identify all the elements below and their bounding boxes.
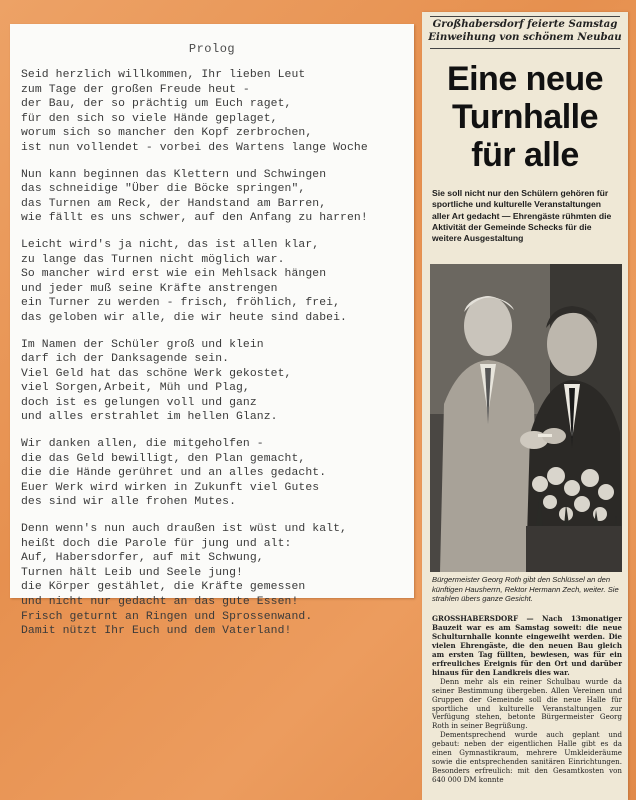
poem-line: das geloben wir alle, die wir heute sind dabei. xyxy=(21,311,347,324)
poem-line: Viel Geld hat das schöne Werk gekostet, xyxy=(21,367,292,380)
poem-line: Euer Werk wird wirken in Zukunft viel Gutes xyxy=(21,481,320,494)
poem-title: Prolog xyxy=(188,42,236,56)
photo-illustration xyxy=(430,264,622,572)
poem-line: viel Sorgen,Arbeit, Müh und Plag, xyxy=(21,382,250,395)
poem-stanzas xyxy=(21,68,421,651)
poem-line: Im Namen der Schüler groß und klein xyxy=(21,338,264,351)
body-lead-paragraph: GROSSHABERSDORF — Nach 13monatiger Bauzeit war es am Samstag soweit: die neue Schulturnhalle konnte eingeweiht werden. Die vielen Ehrengäste, die den neuen Bau gleich am ersten Tag füllten, bewiesen, was für ein erfreuliches Ereignis für den Ort und darüber hinaus für den Landkreis dies war. xyxy=(432,614,622,677)
poem-line: Frisch geturnt an Ringen und Sprossenwand. xyxy=(21,610,313,623)
article-headline xyxy=(422,60,628,174)
poem-line: Nun kann beginnen das Klettern und Schwingen xyxy=(21,168,327,181)
poem-line: Wir danken allen, die mitgeholfen - xyxy=(21,438,264,451)
kicker-rule xyxy=(430,48,620,49)
poem-line: und jeder muß seine Kräfte anstrengen xyxy=(21,282,278,295)
top-rule xyxy=(430,16,620,17)
poem-line: Auf, Habersdorfer, auf mit Schwung, xyxy=(21,552,264,565)
poem-line: darf ich der Danksagende sein. xyxy=(21,353,230,366)
photo-caption: Bürgermeister Georg Roth gibt den Schlüssel an den künftigen Hausherrn, Rektor Hermann Zech, weiter. Sie strahlen übers ganze Gesicht. xyxy=(432,575,619,604)
poem-line: die die Hände gerühret und an alles gedacht. xyxy=(21,467,327,480)
poem-line: das schneidige "Über die Böcke springen", xyxy=(21,183,306,196)
body-paragraph-2: Denn mehr als ein reiner Schulbau wurde da seiner Bestimmung übergeben. Allen Vereinen und Gruppen der Gemeinde soll die neue Halle für sportliche und kulturelle Veranstaltungen zur Verfügung stehen, betonte Bürgermeister Georg Roth in seiner Begrüßung. xyxy=(432,676,622,731)
headline-line-3: für alle xyxy=(471,136,579,174)
poem-line: Turnen hält Leib und Seele jung! xyxy=(21,566,243,579)
poem-line: heißt doch die Parole für jung und alt: xyxy=(21,537,292,550)
poem-line: ist nun vollendet - vorbei des Wartens lange Woche xyxy=(21,141,368,154)
poem-line: Leicht wird's ja nicht, das ist allen klar, xyxy=(21,238,320,251)
poem-line: die Körper gestählet, die Kräfte gemessen xyxy=(21,581,306,594)
article-kicker xyxy=(422,18,628,43)
article-subhead: Sie soll nicht nur den Schülern gehören für sportliche und kulturelle Veranstaltungen aller Art gedacht — Ehrengäste rühmten die Aktivität der Gemeinde Schecks für die weitere Ausgestaltung xyxy=(432,188,612,244)
poem-stanza xyxy=(21,437,421,510)
poem-line: doch ist es gelungen voll und ganz xyxy=(21,396,257,409)
headline-line-1: Eine neue xyxy=(446,60,604,98)
kicker-line-2: Einweihung von schönem Neubau xyxy=(428,30,622,43)
newspaper-clipping xyxy=(422,12,628,800)
article-body xyxy=(432,615,622,785)
poem-stanza xyxy=(21,68,421,156)
poem-stanza xyxy=(21,338,421,426)
poem-line: ein Turner zu werden - frisch, fröhlich, frei, xyxy=(21,297,341,310)
poem-line: das Turnen am Reck, der Handstand am Barren, xyxy=(21,197,327,210)
article-photo xyxy=(430,264,622,572)
poem-line: Damit nützt Ihr Euch und dem Vaterland! xyxy=(21,625,292,638)
poem-line: wie fällt es uns schwer, auf den Anfang zu harren! xyxy=(21,212,368,225)
poem-line: So mancher wird erst wie ein Mehlsack hängen xyxy=(21,268,327,281)
poem-line: die das Geld bewilligt, den Plan gemacht, xyxy=(21,452,306,465)
kicker-line-1: Großhabersdorf feierte Samstag xyxy=(432,18,618,30)
poem-line: der Bau, der so prächtig um Euch raget, xyxy=(21,98,292,111)
poem-line: für den sich so viele Hände geplaget, xyxy=(21,112,278,125)
poem-line: des sind wir alle frohen Mutes. xyxy=(21,496,237,509)
poem-line: und nicht nur gedacht an das gute Essen! xyxy=(21,596,299,608)
poem-line: worum sich so mancher den Kopf zerbrochen, xyxy=(21,127,313,140)
poem-line: Seid herzlich willkommen, Ihr lieben Leut xyxy=(21,69,306,81)
poem-stanza xyxy=(21,168,421,226)
poem-line: zu lange das Turnen nicht möglich war. xyxy=(21,253,285,266)
body-paragraph-3: Dementsprechend wurde auch geplant und gebaut: neben der eigentlichen Halle gibt es da einen Gymnastikraum, mehrere Umkleideräume sowie die entsprechenden sanitären Einrichtungen. Besonders erfreulich: mit den Gesamtkosten von 640 000 DM konnte xyxy=(432,730,622,785)
poem-sheet xyxy=(10,24,414,638)
poem-stanza xyxy=(21,238,421,326)
poem-line: Denn wenn's nun auch draußen ist wüst und kalt, xyxy=(21,523,347,536)
poem-line: und alles erstrahlet im hellen Glanz. xyxy=(21,411,278,424)
poem-stanza xyxy=(21,522,421,639)
headline-line-2: Turnhalle xyxy=(452,98,598,136)
poem-line: zum Tage der großen Freude heut - xyxy=(21,83,250,96)
